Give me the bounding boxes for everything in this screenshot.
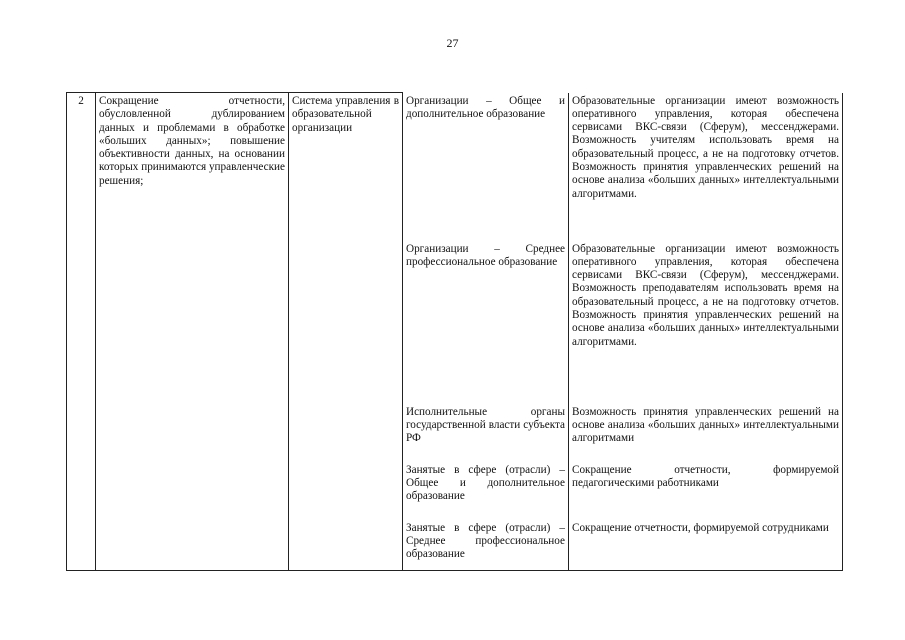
effect-cell	[569, 241, 843, 404]
org-text: Занятые в сфере (отрасли) – Среднее профессиональное образование	[406, 521, 565, 561]
org-cell	[403, 404, 569, 462]
problem-text: Сокращение отчетности, обусловленной дублированием данных и проблемами в обработке «больших данных»; повышение объективности данных, на основании которых принимаются управленческие решения;	[99, 95, 285, 187]
effect-text: Образовательные организации имеют возможность оперативного управления, которая обеспечена сервисами ВКС-связи (Сферум), мессенджерами. Возможность учителям использовать время на образовательный процесс, а не на подготовку отчетов. Возможность принятия управленческих решений на основе анализа «больших данных» интеллектуальными алгоритмами.	[572, 94, 839, 200]
effect-text: Возможность принятия управленческих решений на основе анализа «больших данных» интеллектуальными алгоритмами	[572, 405, 839, 445]
page-number: 27	[446, 36, 459, 50]
row-number-cell	[67, 93, 96, 571]
org-text: Организации – Общее и дополнительное образование	[406, 94, 565, 120]
org-text: Организации – Среднее профессиональное образование	[406, 242, 565, 268]
effect-text: Сокращение отчетности, формируемой педагогическими работниками	[572, 463, 839, 489]
org-cell	[403, 520, 569, 571]
effect-cell	[569, 462, 843, 520]
row-number: 2	[78, 95, 84, 107]
org-cell	[403, 93, 569, 241]
org-text: Исполнительные органы государственной власти субъекта РФ	[406, 405, 565, 445]
org-cell	[403, 241, 569, 404]
effect-text: Сокращение отчетности, формируемой сотрудниками	[572, 521, 829, 534]
system-cell	[289, 93, 403, 571]
problem-cell	[96, 93, 289, 571]
table-row	[67, 93, 843, 241]
effect-cell	[569, 93, 843, 241]
system-text: Система управления в образовательной организации	[292, 95, 399, 134]
effect-text: Образовательные организации имеют возможность оперативного управления, которая обеспечена сервисами ВКС-связи (Сферум), мессенджерами. Возможность преподавателям использовать время на образовательный процесс, а не на подготовку отчетов. Возможность принятия управленческих решений на основе анализа «больших данных» интеллектуальными алгоритмами.	[572, 242, 839, 348]
org-text: Занятые в сфере (отрасли) – Общее и дополнительное образование	[406, 463, 565, 503]
measures-table	[66, 92, 843, 571]
org-cell	[403, 462, 569, 520]
effect-cell	[569, 520, 843, 571]
effect-cell	[569, 404, 843, 462]
